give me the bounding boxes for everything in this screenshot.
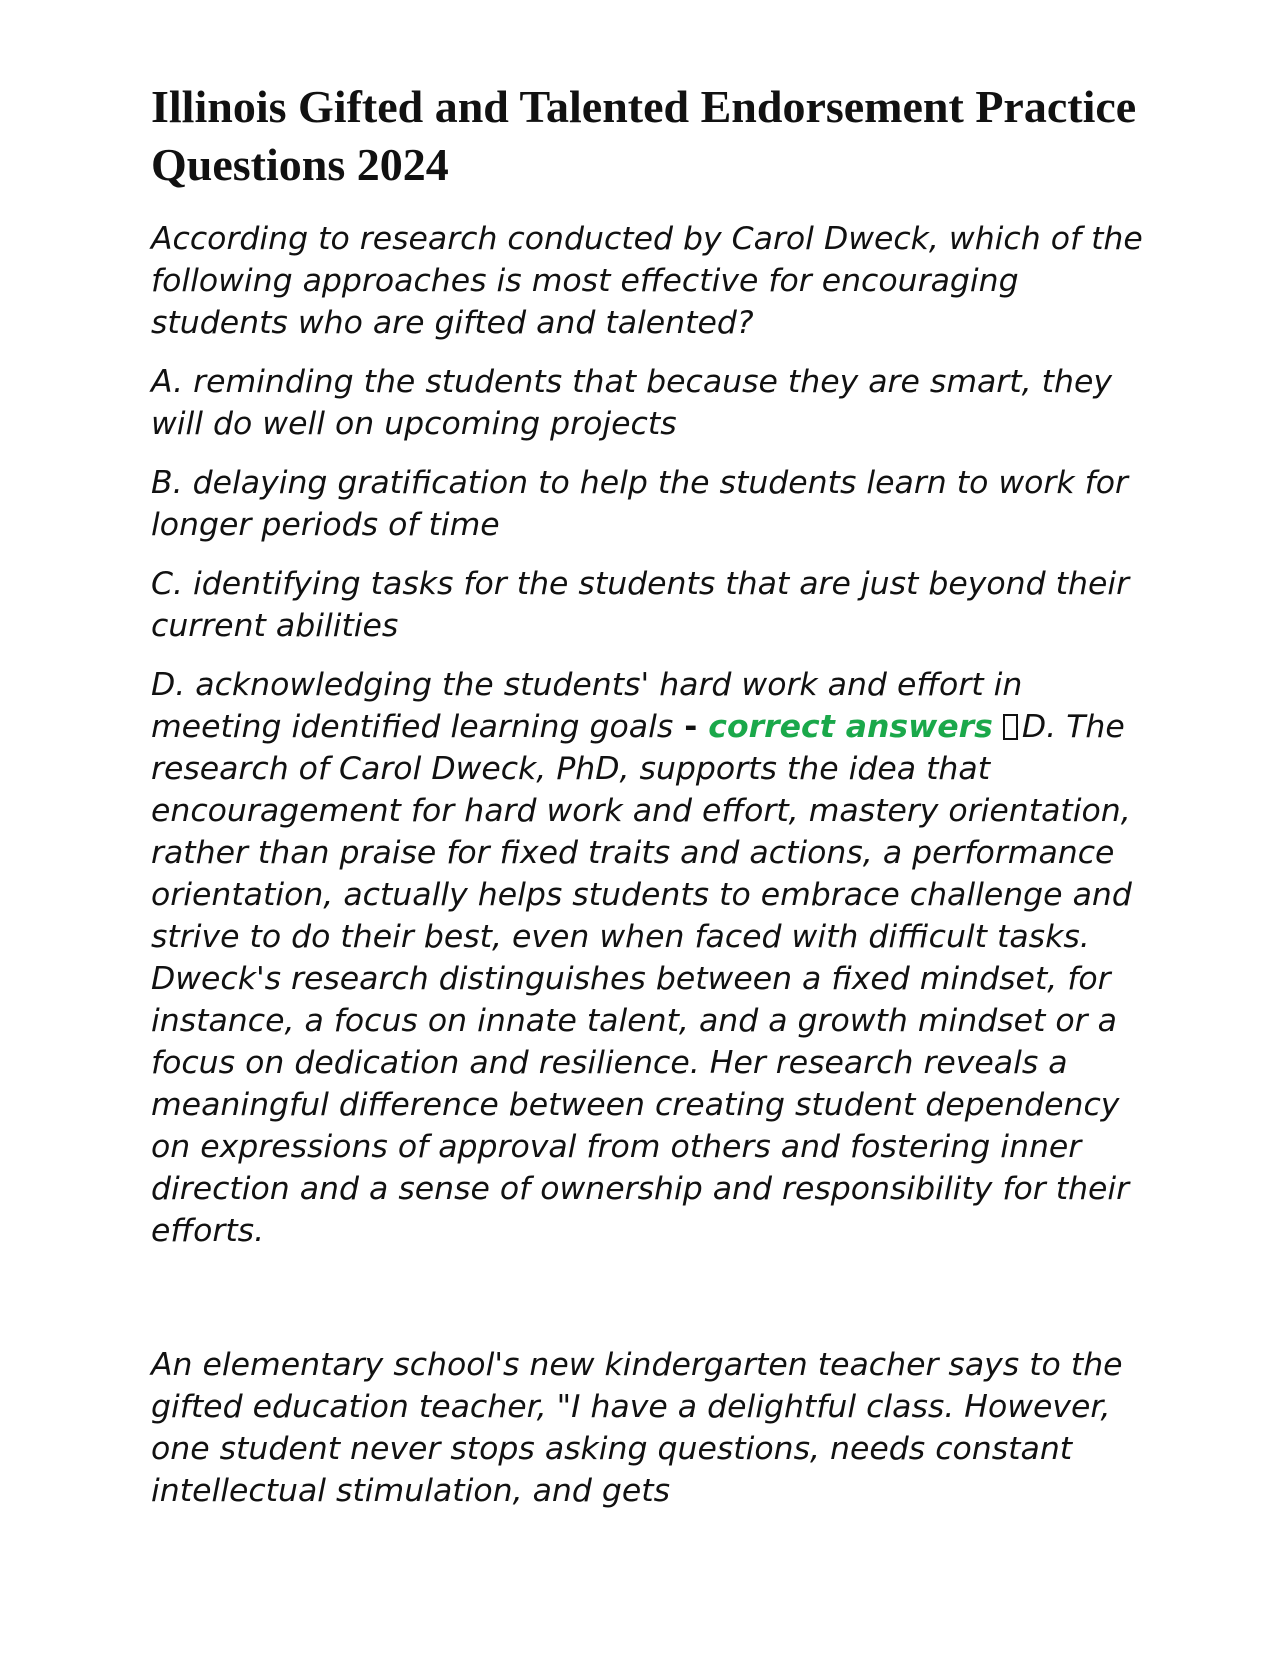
correct-answers-label: correct answers	[708, 709, 993, 745]
answer-separator: -	[673, 709, 709, 745]
question-1-option-d: D. acknowledging the students' hard work and effort in meeting identified learning goals	[151, 667, 1023, 745]
question-1-stem: According to research conducted by Carol Dweck, which of the following approaches is most effective for encouraging students who are gifted and talented?	[151, 221, 1143, 341]
document-title: Illinois Gifted and Talented Endorsement Practice Questions 2024	[151, 81, 1137, 190]
question-1-option-b: B. delaying gratification to help the students learn to work for longer periods of time	[151, 465, 1128, 543]
question-2-stem: An elementary school's new kindergarten teacher says to the gifted education teacher, "I have a delightful class. However, one student never stops asking questions, needs constant intellectual stimulation, and gets	[151, 1347, 1123, 1509]
document-page	[151, 78, 1151, 1529]
question-1-option-d-with-answer	[151, 664, 1151, 1252]
question-spacer	[151, 1269, 1151, 1344]
question-1-option-c: C. identifying tasks for the students that are just beyond their current abilities	[151, 566, 1130, 644]
answer-explanation: D. The research of Carol Dweck, PhD, supports the idea that encouragement for hard work and effort, mastery orientation, rather than praise for fixed traits and actions, a performance orientation, actually helps students to embrace challenge and strive to do their best, even when faced with difficult tasks. Dweck's research distinguishes between a fixed mindset, for instance, a focus on innate talent, and a growth mindset or a focus on dedication and resilience. Her research reveals a meaningful difference between creating student dependency on expressions of approval from others and fostering inner direction and a sense of ownership and responsibility for their efforts.	[151, 709, 1132, 1249]
question-1-option-a: A. reminding the students that because they are smart, they will do well on upcoming projects	[151, 364, 1112, 442]
checkbox-glyph-icon	[1003, 714, 1018, 740]
